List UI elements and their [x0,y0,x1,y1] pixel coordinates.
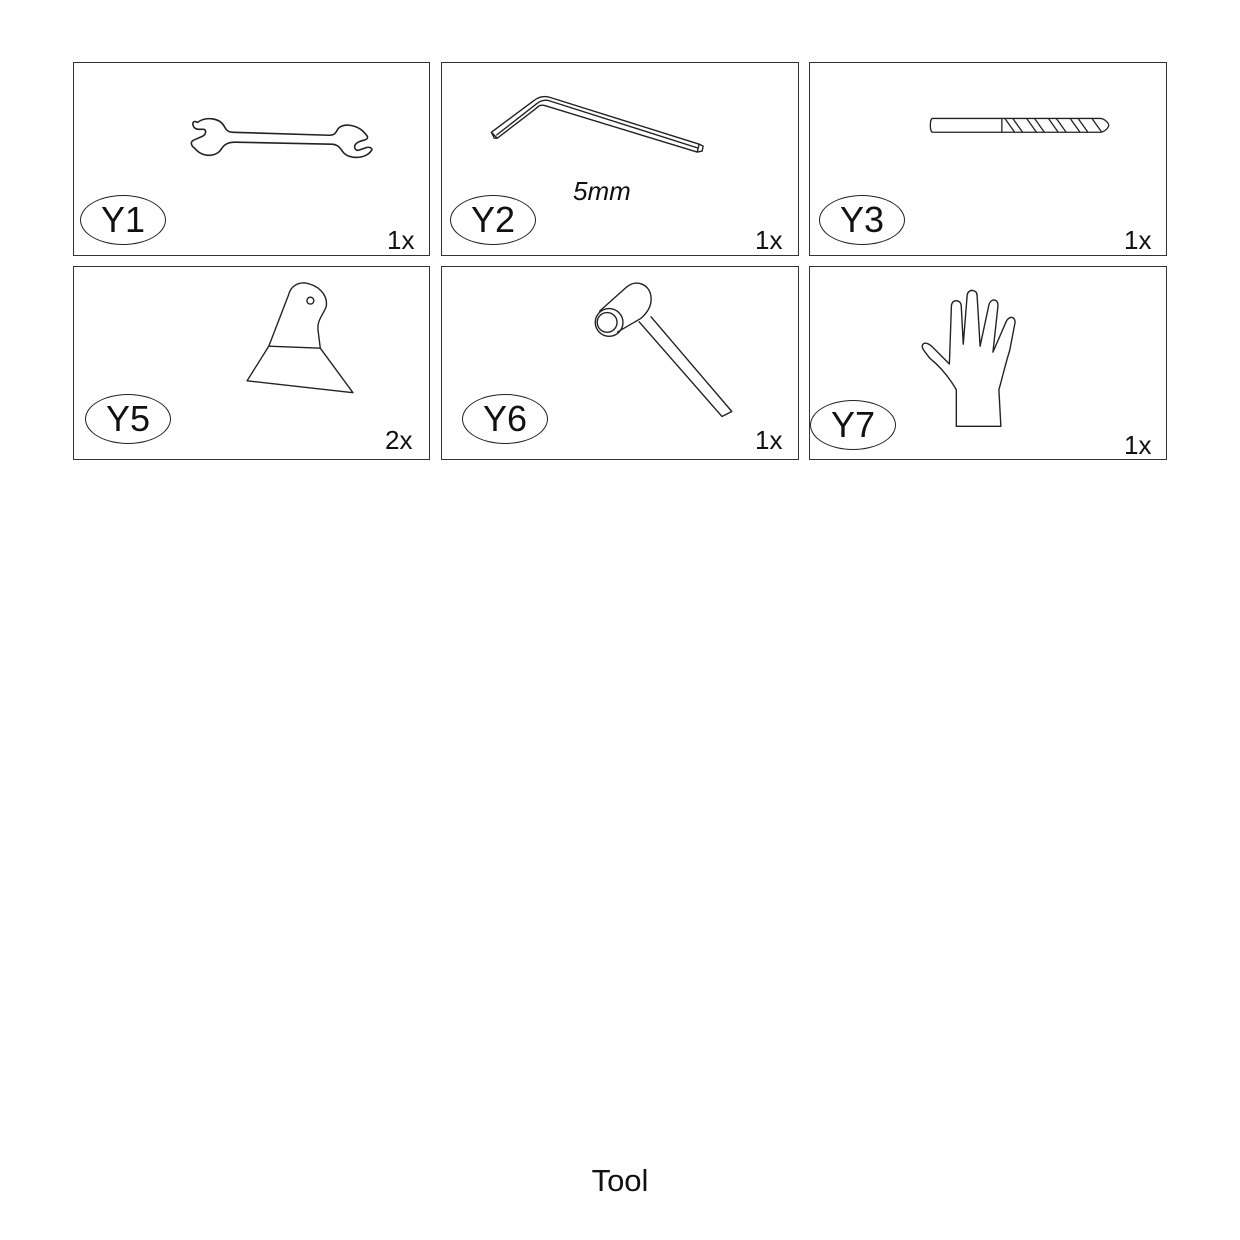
tool-quantity: 2x [385,425,413,455]
tool-quantity: 1x [755,225,783,255]
tool-quantity: 1x [1124,430,1152,460]
tool-code-badge: Y6 [462,394,548,444]
tool-panel-y7 [809,266,1167,460]
tool-quantity: 1x [1124,225,1152,255]
tool-size-note: 5mm [573,176,631,206]
tool-code-badge: Y5 [85,394,171,444]
tool-panel-y1 [73,62,430,256]
page-title: Tool [591,1163,649,1198]
tool-panel-y6 [441,266,799,460]
tool-code-badge: Y3 [819,195,905,245]
tool-code-badge: Y7 [810,400,896,450]
tool-quantity: 1x [387,225,415,255]
tool-code-badge: Y1 [80,195,166,245]
tool-panel-y2 [441,62,799,256]
tool-code-badge: Y2 [450,195,536,245]
tool-panel-y3 [809,62,1167,256]
tool-panel-y5 [73,266,430,460]
tool-quantity: 1x [755,425,783,455]
